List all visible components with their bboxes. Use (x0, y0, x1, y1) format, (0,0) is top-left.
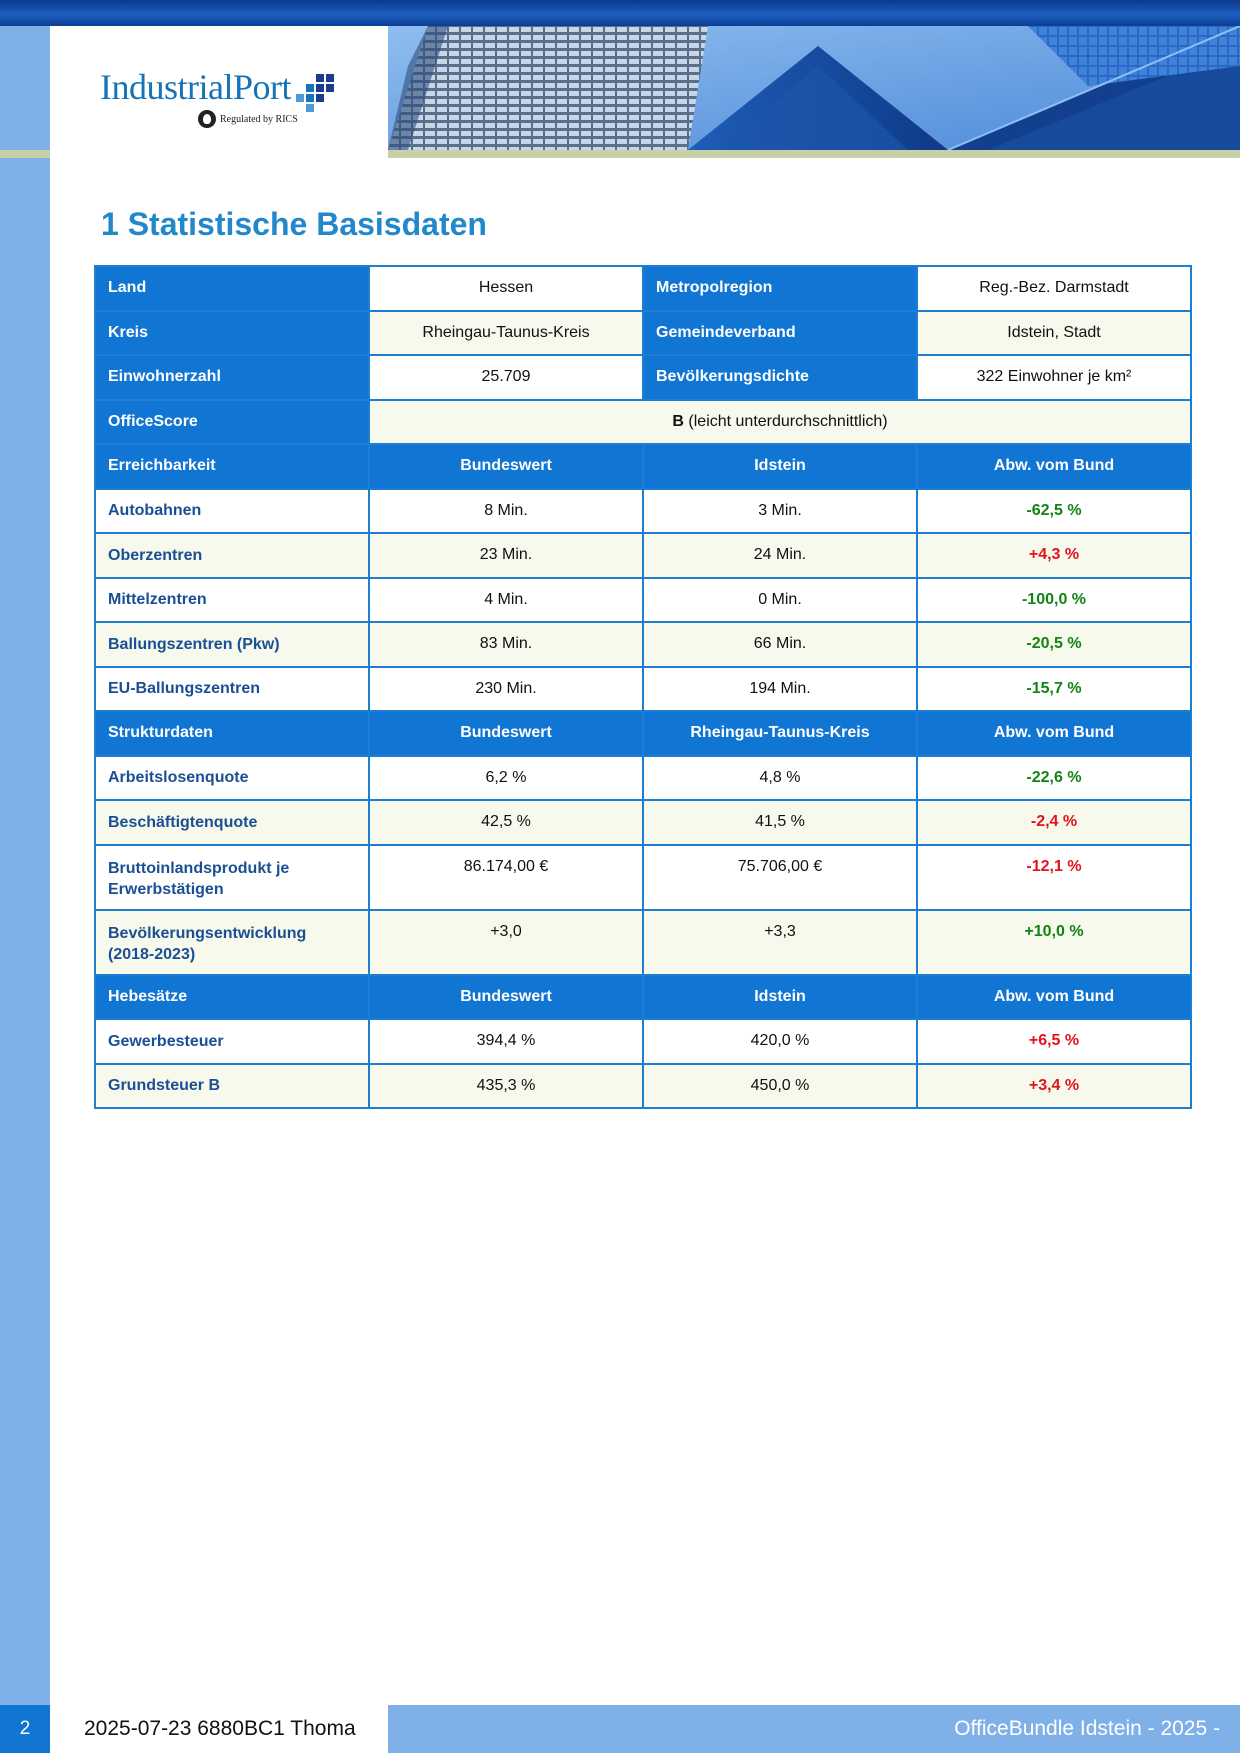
row-label: Oberzentren (95, 533, 369, 578)
rics-badge (198, 110, 298, 128)
row-label: Grundsteuer B (95, 1064, 369, 1109)
table-row (95, 800, 1191, 845)
column-header: Bundeswert (369, 444, 643, 489)
column-header: Abw. vom Bund (917, 444, 1191, 489)
header-banner-image (388, 26, 1240, 150)
table-row (95, 533, 1191, 578)
land-value: Hessen (369, 266, 643, 311)
bundeswert-value: 4 Min. (369, 578, 643, 623)
local-value: 41,5 % (643, 800, 917, 845)
top-bar (0, 0, 1240, 26)
column-header: Bundeswert (369, 975, 643, 1020)
bundeswert-value: 42,5 % (369, 800, 643, 845)
local-value: 75.706,00 € (643, 845, 917, 910)
table-row (95, 667, 1191, 712)
column-header: Idstein (643, 444, 917, 489)
row-label: EU-Ballungszentren (95, 667, 369, 712)
rics-seal-icon (198, 110, 216, 128)
row-label: Beschäftigtenquote (95, 800, 369, 845)
column-header: Bundeswert (369, 711, 643, 756)
row-label-line: (2018-2023) (108, 945, 196, 963)
kreis-value: Rheingau-Taunus-Kreis (369, 311, 643, 356)
column-header: Rheingau-Taunus-Kreis (643, 711, 917, 756)
banner-accent-bar (388, 150, 1240, 158)
table-row (95, 756, 1191, 801)
logo-grid-icon (300, 74, 340, 110)
local-value: 3 Min. (643, 489, 917, 534)
local-value: 4,8 % (643, 756, 917, 801)
column-header: Hebesätze (95, 975, 369, 1020)
page-title: 1 Statistische Basisdaten (101, 206, 487, 242)
bundeswert-value: 435,3 % (369, 1064, 643, 1109)
table-row (95, 355, 1191, 400)
bundeswert-value: 6,2 % (369, 756, 643, 801)
row-label: Autobahnen (95, 489, 369, 534)
officescore-grade: B (672, 412, 684, 430)
table-row (95, 1064, 1191, 1109)
officescore-value (369, 400, 1191, 445)
bundeswert-value: 83 Min. (369, 622, 643, 667)
column-header: Erreichbarkeit (95, 444, 369, 489)
table-row (95, 266, 1191, 311)
left-stripe (0, 26, 50, 1705)
table-row (95, 622, 1191, 667)
deviation-value: +10,0 % (917, 910, 1191, 975)
section-header-erreichbarkeit (95, 444, 1191, 489)
deviation-value: -15,7 % (917, 667, 1191, 712)
local-value: +3,3 (643, 910, 917, 975)
column-header: Strukturdaten (95, 711, 369, 756)
table-row (95, 910, 1191, 975)
row-label: Ballungszentren (Pkw) (95, 622, 369, 667)
bundle-title: OfficeBundle Idstein - 2025 - (388, 1705, 1240, 1753)
table-row (95, 1019, 1191, 1064)
row-label: Mittelzentren (95, 578, 369, 623)
deviation-value: -100,0 % (917, 578, 1191, 623)
local-value: 0 Min. (643, 578, 917, 623)
logo (50, 26, 388, 150)
deviation-value: -12,1 % (917, 845, 1191, 910)
officescore-description: (leicht unterdurchschnittlich) (688, 412, 888, 430)
deviation-value: -2,4 % (917, 800, 1191, 845)
metropolregion-label: Metropolregion (643, 266, 917, 311)
deviation-value: +3,4 % (917, 1064, 1191, 1109)
land-label: Land (95, 266, 369, 311)
row-label-line: Bruttoinlandsprodukt je (108, 859, 290, 877)
deviation-value: -62,5 % (917, 489, 1191, 534)
column-header: Abw. vom Bund (917, 711, 1191, 756)
bundeswert-value: 86.174,00 € (369, 845, 643, 910)
statistics-table (94, 265, 1192, 1109)
logo-wordmark: IndustrialPort (100, 67, 291, 107)
left-accent-bar (0, 150, 50, 158)
bundeswert-value: 230 Min. (369, 667, 643, 712)
bundeswert-value: 23 Min. (369, 533, 643, 578)
row-label (95, 910, 369, 975)
metropolregion-value: Reg.-Bez. Darmstadt (917, 266, 1191, 311)
column-header: Idstein (643, 975, 917, 1020)
gemeindeverband-value: Idstein, Stadt (917, 311, 1191, 356)
table-row (95, 845, 1191, 910)
rics-tagline: Regulated by RICS (220, 113, 298, 125)
deviation-value: -22,6 % (917, 756, 1191, 801)
bevoelkerungsdichte-value: 322 Einwohner je km² (917, 355, 1191, 400)
section-header-strukturdaten (95, 711, 1191, 756)
table-row (95, 489, 1191, 534)
officescore-label: OfficeScore (95, 400, 369, 445)
einwohnerzahl-value: 25.709 (369, 355, 643, 400)
row-label (95, 845, 369, 910)
local-value: 24 Min. (643, 533, 917, 578)
section-header-hebesaetze (95, 975, 1191, 1020)
local-value: 450,0 % (643, 1064, 917, 1109)
gemeindeverband-label: Gemeindeverband (643, 311, 917, 356)
table-row (95, 400, 1191, 445)
page-number: 2 (0, 1705, 50, 1753)
row-label: Arbeitslosenquote (95, 756, 369, 801)
column-header: Abw. vom Bund (917, 975, 1191, 1020)
deviation-value: -20,5 % (917, 622, 1191, 667)
local-value: 194 Min. (643, 667, 917, 712)
bundeswert-value: 394,4 % (369, 1019, 643, 1064)
document-id: 2025-07-23 6880BC1 Thoma (84, 1717, 356, 1740)
local-value: 420,0 % (643, 1019, 917, 1064)
deviation-value: +6,5 % (917, 1019, 1191, 1064)
row-label-line: Bevölkerungsentwicklung (108, 924, 307, 942)
einwohnerzahl-label: Einwohnerzahl (95, 355, 369, 400)
bevoelkerungsdichte-label: Bevölkerungsdichte (643, 355, 917, 400)
skyscraper-illustration (388, 26, 1240, 150)
bundeswert-value: +3,0 (369, 910, 643, 975)
kreis-label: Kreis (95, 311, 369, 356)
table-row (95, 578, 1191, 623)
row-label: Gewerbesteuer (95, 1019, 369, 1064)
deviation-value: +4,3 % (917, 533, 1191, 578)
table-row (95, 311, 1191, 356)
local-value: 66 Min. (643, 622, 917, 667)
bundeswert-value: 8 Min. (369, 489, 643, 534)
row-label-line: Erwerbstätigen (108, 880, 224, 898)
